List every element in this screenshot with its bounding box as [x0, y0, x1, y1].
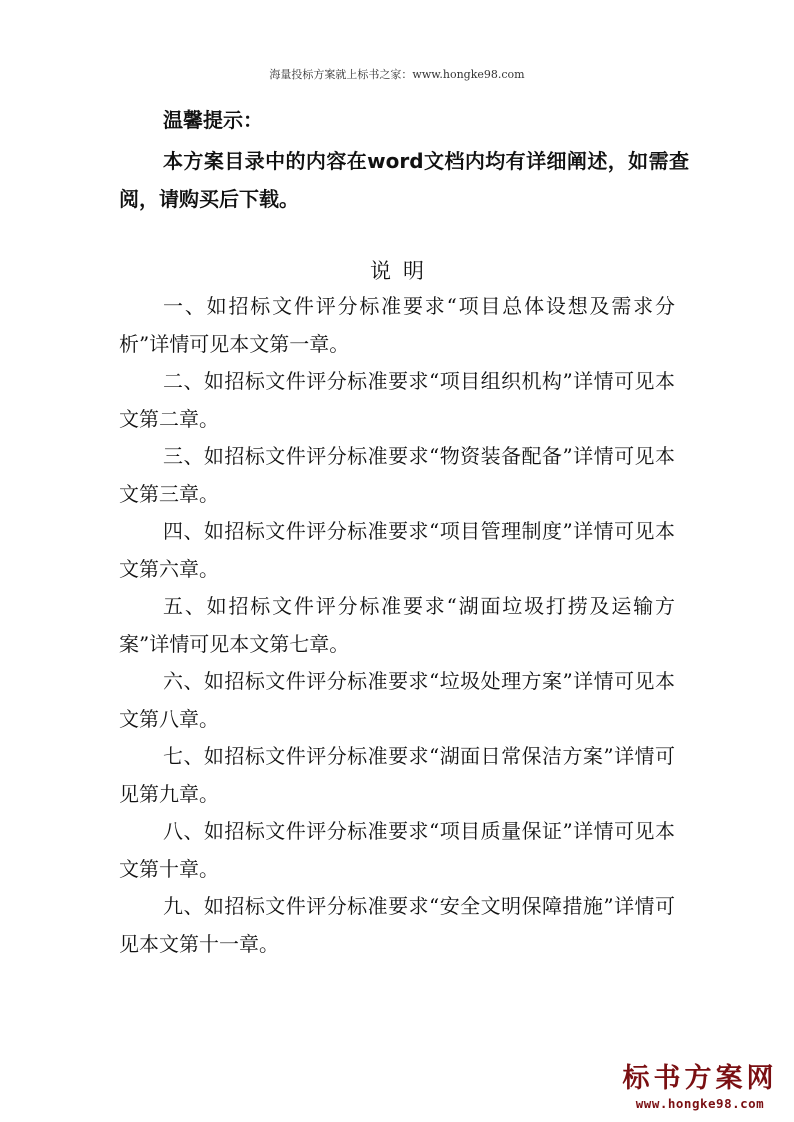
list-item: 五、如招标文件评分标准要求“湖面垃圾打捞及运输方案”详情可见本文第七章。: [119, 594, 675, 656]
list-item: 七、如招标文件评分标准要求“湖面日常保洁方案”详情可见第九章。: [119, 744, 675, 806]
tip-title: 温馨提示：: [163, 108, 263, 132]
watermark-url: www.hongke98.com: [635, 1096, 765, 1111]
list-item: 二、如招标文件评分标准要求“项目组织机构”详情可见本文第二章。: [119, 369, 675, 431]
list-item: 八、如招标文件评分标准要求“项目质量保证”详情可见本文第十章。: [119, 819, 675, 881]
tip-body: 本方案目录中的内容在word文档内均有详细阐述，如需查阅，请购买后下载。: [119, 149, 689, 211]
list-item: 九、如招标文件评分标准要求“安全文明保障措施”详情可见本文第十一章。: [119, 894, 675, 956]
list-item: 一、如招标文件评分标准要求“项目总体设想及需求分析”详情可见本文第一章。: [119, 294, 675, 356]
watermark-logo: [620, 1062, 780, 1112]
list-item: 四、如招标文件评分标准要求“项目管理制度”详情可见本文第六章。: [119, 519, 675, 581]
instruction-list: [119, 288, 675, 963]
page-header: 海量投标方案就上标书之家：www.hongke98.com: [269, 68, 525, 81]
list-item: 三、如招标文件评分标准要求“物资装备配备”详情可见本文第三章。: [119, 444, 675, 506]
watermark-brand: 标书方案网: [622, 1063, 778, 1094]
section-title: 说明: [370, 259, 436, 283]
list-item: 六、如招标文件评分标准要求“垃圾处理方案”详情可见本文第八章。: [119, 669, 675, 731]
